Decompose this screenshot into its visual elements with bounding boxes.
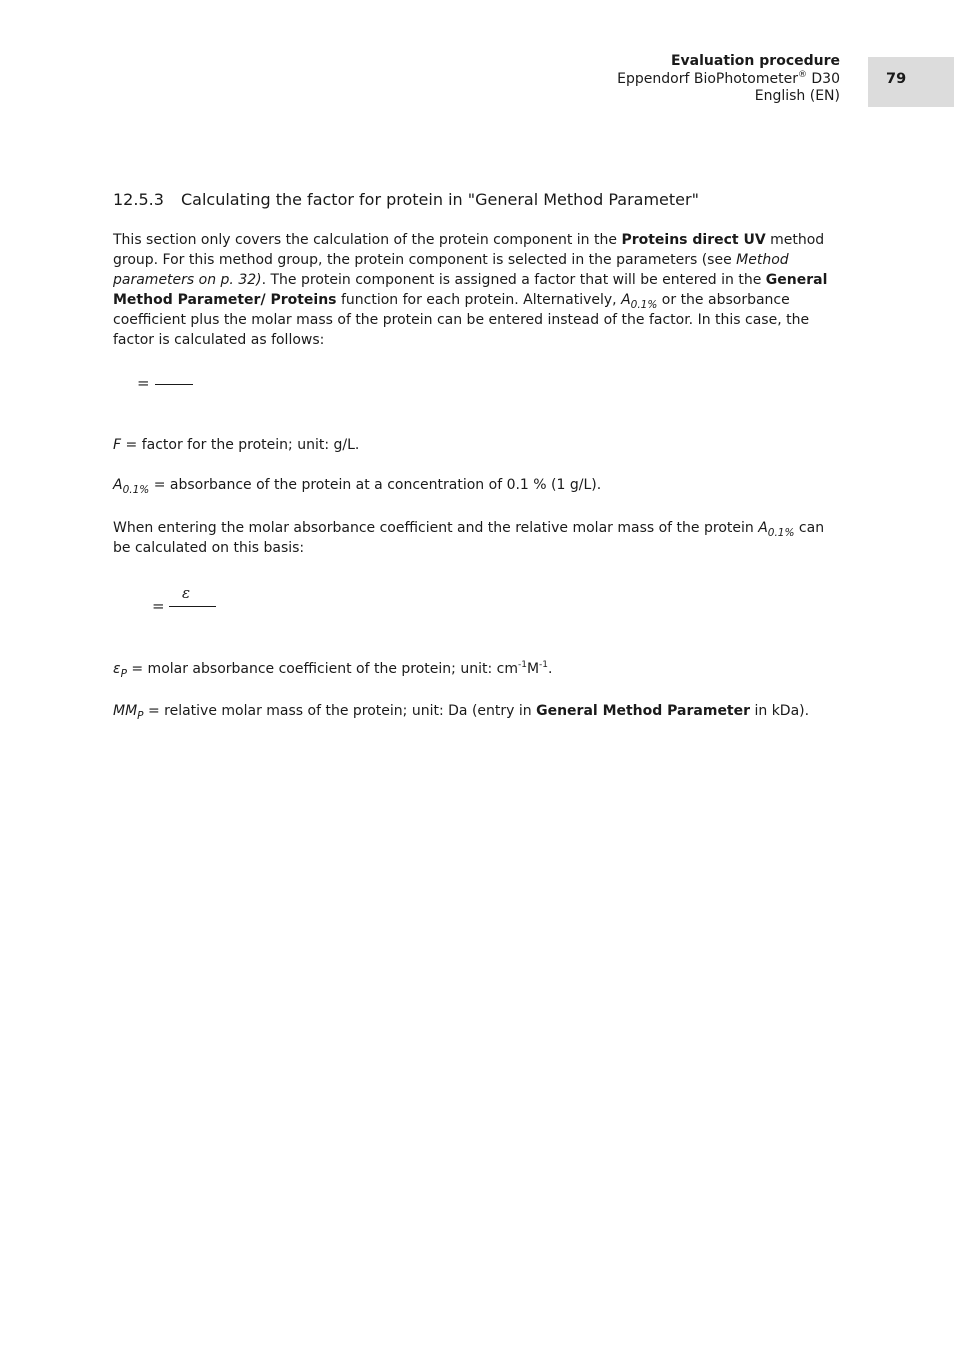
intro-text-4: function for each protein. Alternatively, [336, 292, 622, 308]
formula1-fraction-bar [155, 384, 193, 385]
mm-subscript: P [137, 710, 144, 722]
running-header [617, 53, 840, 106]
method-parameters-reference: Method parameters on p. 32) [113, 252, 789, 288]
section-heading [113, 190, 699, 209]
general-method-parameter-proteins-term: General Method Parameter/ Proteins [113, 272, 828, 308]
header-product-name: Eppendorf BioPhotometer [617, 70, 798, 87]
molar-text-2: can be calculated on this basis: [113, 520, 825, 556]
registered-mark: ® [797, 69, 807, 80]
definition-epsilon [113, 659, 843, 679]
a-symbol: A [758, 520, 768, 536]
definition-mm [113, 701, 843, 721]
definition-mm-text-1: = relative molar mass of the protein; unit: Da (entry in [143, 703, 537, 719]
intro-text-3: . The protein component is assigned a factor that will be entered in the [261, 272, 766, 288]
definition-f [113, 435, 843, 455]
section-number: 12.5.3 [113, 190, 164, 209]
epsilon-symbol: ε [113, 661, 121, 677]
definition-f-text: = factor for the protein; unit: g/L. [121, 437, 360, 453]
header-language: English (EN) [754, 88, 840, 104]
unit-exponent-1: -1 [517, 660, 527, 670]
definition-epsilon-text-3: . [548, 661, 553, 677]
formula1-equals: = [137, 374, 150, 392]
definition-mm-text-2: in kDa). [750, 703, 810, 719]
header-product-model: D30 [806, 70, 840, 87]
section-title: Calculating the factor for protein in "General Method Parameter" [181, 190, 699, 209]
definition-epsilon-text-1: = molar absorbance coefficient of the protein; unit: cm [126, 661, 518, 677]
header-product [617, 71, 840, 89]
f-symbol: F [113, 437, 122, 453]
general-method-parameter-term: General Method Parameter [536, 703, 751, 719]
a-symbol: A [113, 477, 123, 493]
formula2-fraction-bar [169, 606, 216, 607]
mm-symbol: MM [113, 703, 138, 719]
a-subscript: 0.1% [767, 527, 795, 539]
molar-text-1: When entering the molar absorbance coefficient and the relative molar mass of the protein [113, 520, 759, 536]
definition-a [113, 475, 843, 495]
a-subscript: 0.1% [122, 484, 150, 496]
intro-text-1: This section only covers the calculation of the protein component in the [113, 232, 622, 248]
unit-exponent-2: -1 [539, 660, 549, 670]
page-number-tab [868, 57, 954, 107]
a-subscript: 0.1% [630, 299, 658, 311]
intro-text-2: method group. For this method group, the protein component is selected in the parameters (see [113, 232, 825, 268]
a-symbol: A [621, 292, 631, 308]
definition-epsilon-text-2: M [526, 661, 540, 677]
formula2-numerator-epsilon: ε [182, 584, 191, 602]
factor-formula [137, 374, 197, 394]
definition-a-text: = absorbance of the protein at a concentration of 0.1 % (1 g/L). [149, 477, 602, 493]
absorbance-formula [152, 584, 222, 614]
header-chapter-title: Evaluation procedure [670, 53, 840, 69]
page-number: 79 [886, 71, 907, 87]
molar-paragraph [113, 518, 843, 558]
proteins-direct-uv-term: Proteins direct UV [621, 232, 766, 248]
intro-text-5: or the absorbance coefficient plus the molar mass of the protein can be entered instead of the factor. In this case, the factor is calculated as follows: [113, 292, 810, 348]
formula2-equals: = [152, 597, 165, 615]
epsilon-subscript: P [120, 668, 127, 680]
intro-paragraph [113, 230, 843, 350]
